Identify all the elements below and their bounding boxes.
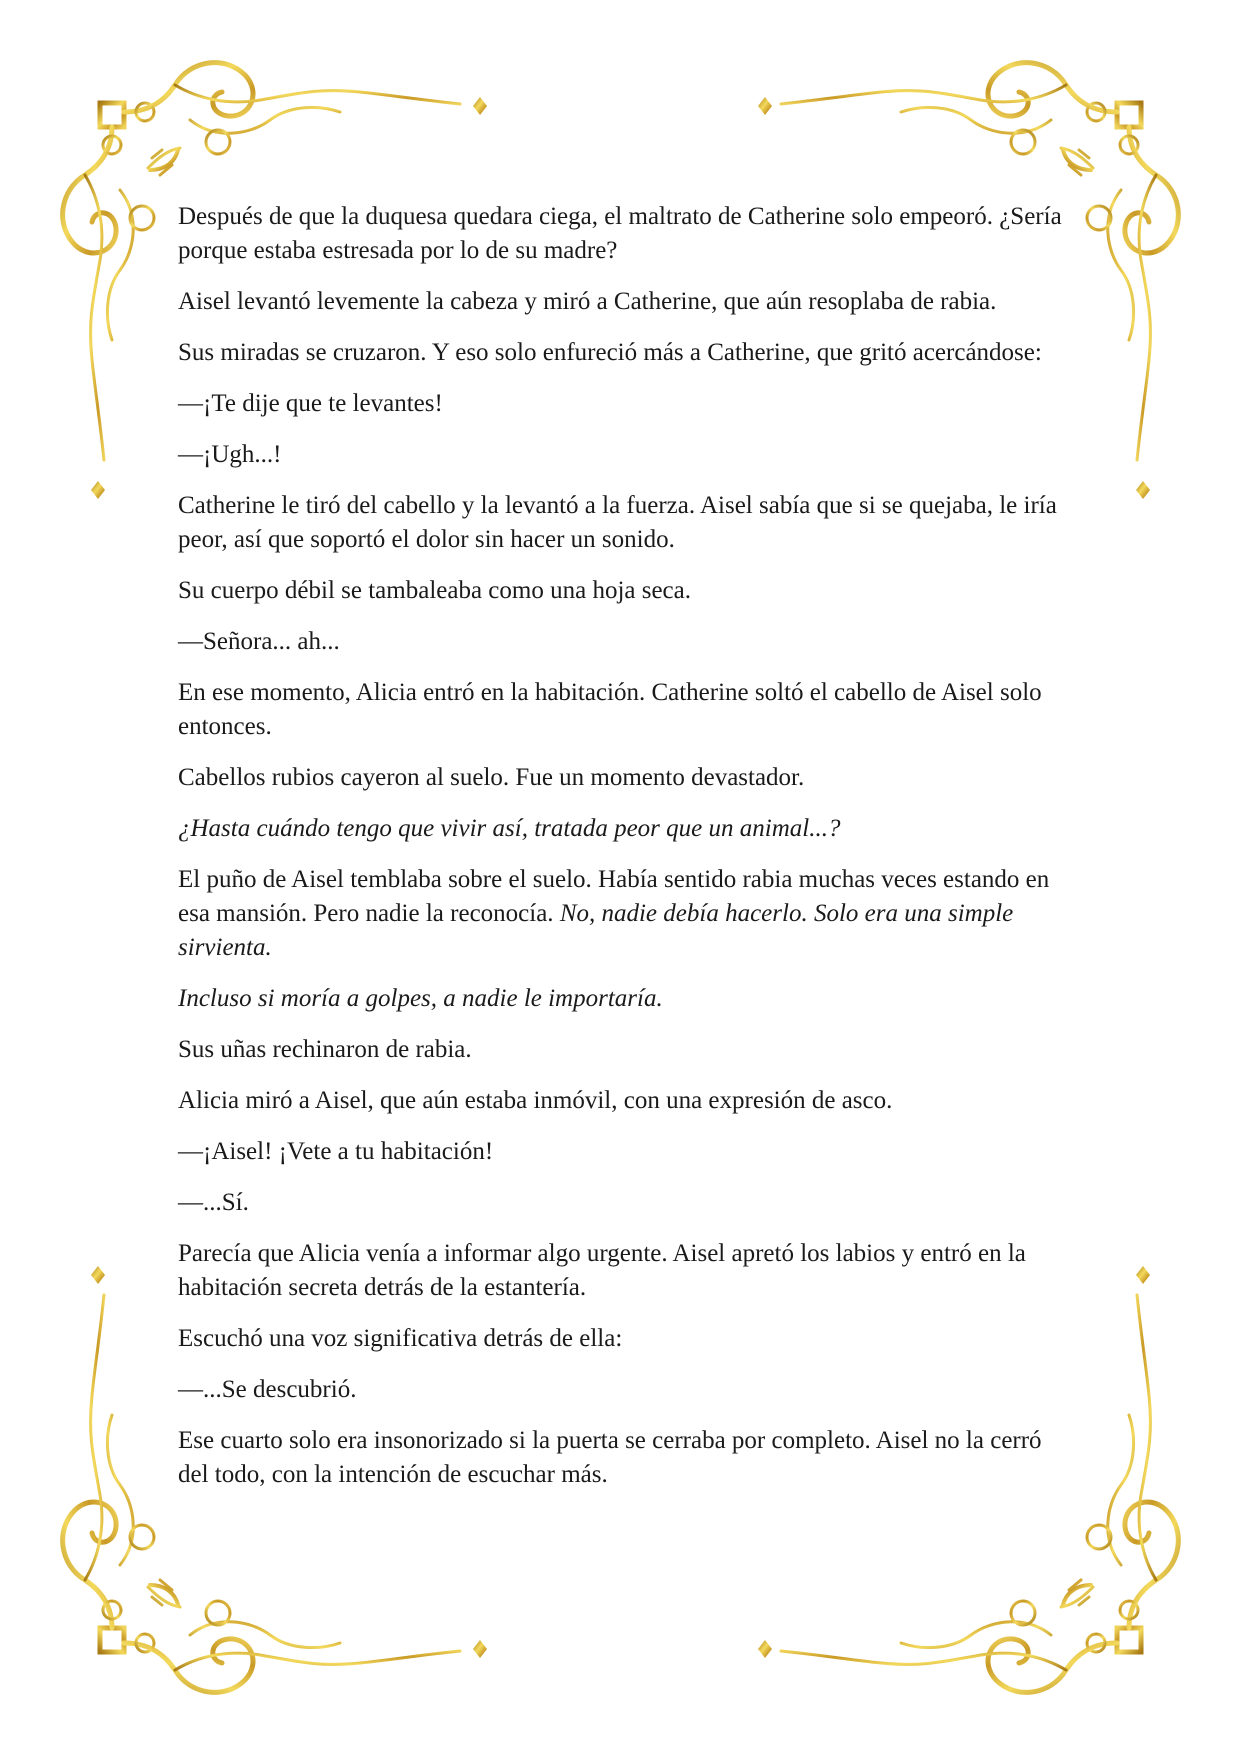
text-run: Sus uñas rechinaron de rabia. [178, 1036, 472, 1063]
paragraph [178, 676, 1078, 744]
paragraph [178, 625, 1078, 659]
italic-text: Incluso si moría a golpes, a nadie le importaría. [178, 985, 663, 1012]
text-run: Alicia miró a Aisel, que aún estaba inmóvil, con una expresión de asco. [178, 1087, 893, 1114]
text-run: —...Sí. [178, 1189, 249, 1216]
text-run: Parecía que Alicia venía a informar algo urgente. Aisel apretó los labios y entró en la habitación secreta detrás de la estantería. [178, 1240, 1026, 1301]
text-run: En ese momento, Alicia entró en la habitación. Catherine soltó el cabello de Aisel solo entonces. [178, 679, 1042, 740]
paragraph [178, 1186, 1078, 1220]
text-run: —¡Te dije que te levantes! [178, 390, 443, 417]
text-run: Escuchó una voz significativa detrás de ella: [178, 1325, 623, 1352]
paragraph [178, 1033, 1078, 1067]
text-run: —¡Aisel! ¡Vete a tu habitación! [178, 1138, 494, 1165]
paragraph [178, 285, 1078, 319]
italic-text: No, nadie debía hacerlo. Solo era una simple sirvienta. [178, 900, 1014, 961]
italic-text: ¿Hasta cuándo tengo que vivir así, tratada peor que un animal...? [178, 815, 841, 842]
paragraph [178, 1373, 1078, 1407]
paragraph [178, 863, 1078, 965]
text-run: Sus miradas se cruzaron. Y eso solo enfureció más a Catherine, que gritó acercándose: [178, 339, 1042, 366]
paragraph [178, 1237, 1078, 1305]
paragraph [178, 1424, 1078, 1492]
paragraph [178, 1322, 1078, 1356]
paragraph [178, 982, 1078, 1016]
paragraph [178, 336, 1078, 370]
paragraph [178, 438, 1078, 472]
paragraph [178, 812, 1078, 846]
document-body [178, 200, 1078, 1509]
text-run: Su cuerpo débil se tambaleaba como una hoja seca. [178, 577, 692, 604]
text-run: Ese cuarto solo era insonorizado si la puerta se cerraba por completo. Aisel no la cerró del todo, con la intención de escuchar más. [178, 1427, 1042, 1488]
text-run: —¡Ugh...! [178, 441, 282, 468]
text-run: —...Se descubrió. [178, 1376, 357, 1403]
paragraph [178, 489, 1078, 557]
paragraph [178, 1084, 1078, 1118]
paragraph [178, 387, 1078, 421]
text-run: Catherine le tiró del cabello y la levantó a la fuerza. Aisel sabía que si se quejaba, le iría peor, así que soportó el dolor sin hacer un sonido. [178, 492, 1057, 553]
paragraph [178, 761, 1078, 795]
text-run: El puño de Aisel temblaba sobre el suelo. Había sentido rabia muchas veces estando en esa mansión. Pero nadie la reconocía. [178, 866, 1050, 927]
paragraph [178, 574, 1078, 608]
text-run: Después de que la duquesa quedara ciega, el maltrato de Catherine solo empeoró. ¿Sería porque estaba estresada por lo de su madre? [178, 203, 1062, 264]
text-run: Aisel levantó levemente la cabeza y miró a Catherine, que aún resoplaba de rabia. [178, 288, 997, 315]
paragraph [178, 200, 1078, 268]
paragraph [178, 1135, 1078, 1169]
text-run: —Señora... ah... [178, 628, 340, 655]
text-run: Cabellos rubios cayeron al suelo. Fue un momento devastador. [178, 764, 805, 791]
